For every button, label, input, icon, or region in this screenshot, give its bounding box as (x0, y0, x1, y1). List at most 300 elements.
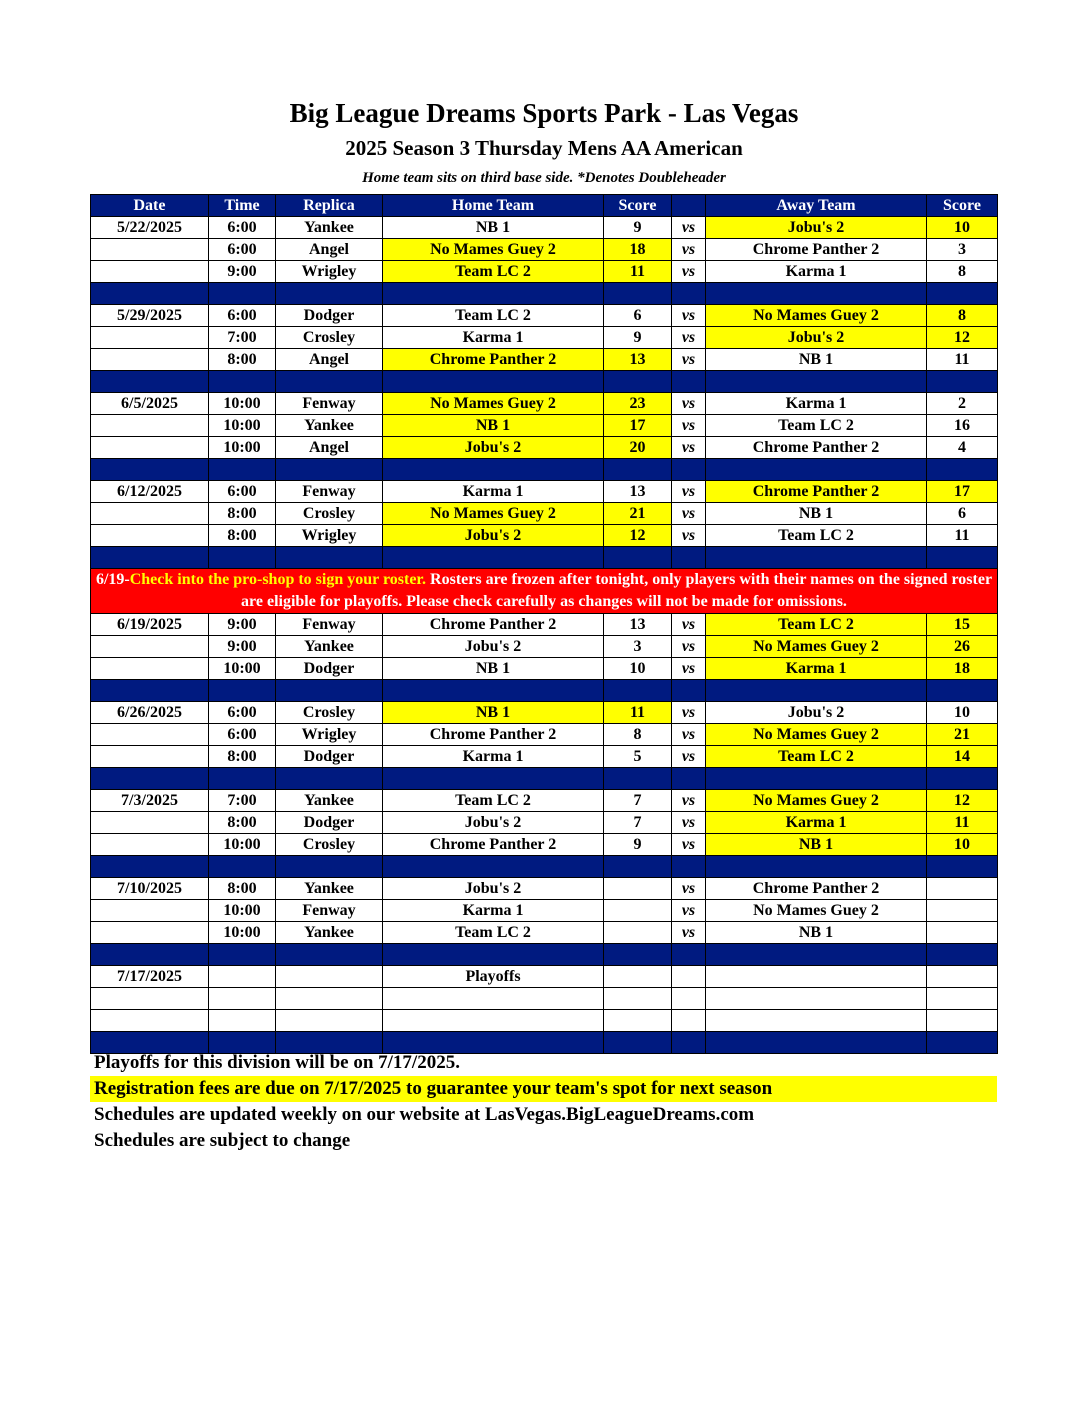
game-row (91, 790, 998, 812)
away-team-cell: Karma 1 (706, 812, 927, 834)
game-row (91, 636, 998, 658)
time-cell: 8:00 (209, 878, 276, 900)
separator-cell (706, 283, 927, 305)
replica-cell (276, 1010, 383, 1032)
separator-cell (383, 856, 604, 878)
game-row (91, 922, 998, 944)
separator-cell (927, 283, 998, 305)
home-team-cell: Jobu's 2 (383, 636, 604, 658)
away-team-cell: No Mames Guey 2 (706, 900, 927, 922)
separator-cell (706, 680, 927, 702)
header-replica: Replica (276, 195, 383, 217)
game-row (91, 966, 998, 988)
time-cell: 10:00 (209, 658, 276, 680)
header-home-team: Home Team (383, 195, 604, 217)
home-score-cell: 6 (604, 305, 672, 327)
date-cell (91, 239, 209, 261)
time-cell: 8:00 (209, 503, 276, 525)
vs-cell (672, 1010, 706, 1032)
away-team-cell: Team LC 2 (706, 415, 927, 437)
separator-cell (706, 768, 927, 790)
separator-cell (91, 944, 209, 966)
home-team-cell (383, 988, 604, 1010)
date-cell (91, 724, 209, 746)
away-score-cell: 10 (927, 834, 998, 856)
time-cell: 8:00 (209, 525, 276, 547)
away-team-cell: Chrome Panther 2 (706, 239, 927, 261)
separator-row (91, 547, 998, 569)
separator-cell (276, 459, 383, 481)
home-score-cell: 5 (604, 746, 672, 768)
date-cell (91, 327, 209, 349)
away-team-cell (706, 988, 927, 1010)
replica-cell: Dodger (276, 812, 383, 834)
separator-cell (672, 680, 706, 702)
date-cell: 7/3/2025 (91, 790, 209, 812)
replica-cell: Dodger (276, 305, 383, 327)
vs-cell (672, 988, 706, 1010)
separator-cell (604, 547, 672, 569)
home-team-cell: Team LC 2 (383, 790, 604, 812)
separator-cell (91, 547, 209, 569)
separator-cell (91, 680, 209, 702)
header-away-score: Score (927, 195, 998, 217)
vs-cell: vs (672, 790, 706, 812)
replica-cell: Angel (276, 239, 383, 261)
away-team-cell: Jobu's 2 (706, 327, 927, 349)
vs-cell: vs (672, 503, 706, 525)
separator-cell (672, 283, 706, 305)
separator-cell (383, 371, 604, 393)
home-team-cell: Team LC 2 (383, 261, 604, 283)
time-cell: 6:00 (209, 305, 276, 327)
separator-cell (927, 371, 998, 393)
separator-cell (209, 283, 276, 305)
vs-cell: vs (672, 217, 706, 239)
date-cell (91, 415, 209, 437)
away-score-cell (927, 988, 998, 1010)
header-away-team: Away Team (706, 195, 927, 217)
game-row (91, 878, 998, 900)
time-cell: 10:00 (209, 922, 276, 944)
game-row (91, 812, 998, 834)
home-score-cell: 11 (604, 261, 672, 283)
page-subtitle: 2025 Season 3 Thursday Mens AA American (345, 136, 743, 160)
home-score-cell: 9 (604, 327, 672, 349)
home-team-cell: Jobu's 2 (383, 812, 604, 834)
home-team-cell: NB 1 (383, 217, 604, 239)
date-cell (91, 437, 209, 459)
separator-cell (383, 680, 604, 702)
separator-cell (91, 459, 209, 481)
separator-cell (672, 547, 706, 569)
home-score-cell: 7 (604, 790, 672, 812)
away-team-cell: Team LC 2 (706, 746, 927, 768)
replica-cell: Angel (276, 437, 383, 459)
separator-cell (927, 944, 998, 966)
separator-cell (706, 547, 927, 569)
separator-cell (672, 371, 706, 393)
time-cell: 10:00 (209, 393, 276, 415)
home-team-cell: NB 1 (383, 702, 604, 724)
home-team-cell: Chrome Panther 2 (383, 614, 604, 636)
separator-cell (209, 459, 276, 481)
separator-cell (604, 459, 672, 481)
separator-cell (672, 856, 706, 878)
home-team-cell: Chrome Panther 2 (383, 834, 604, 856)
replica-cell (276, 966, 383, 988)
vs-cell: vs (672, 525, 706, 547)
footer-change: Schedules are subject to change (94, 1130, 351, 1151)
game-row (91, 702, 998, 724)
notice-rest: Rosters are frozen after tonight, only players with their names on the signed roster are eligible for playoffs. Please check carefully as changes will not be made for omissions. (241, 571, 993, 610)
home-score-cell (604, 922, 672, 944)
home-team-cell: Playoffs (383, 966, 604, 988)
time-cell: 6:00 (209, 724, 276, 746)
away-team-cell: NB 1 (706, 349, 927, 371)
game-row (91, 327, 998, 349)
home-team-cell: Karma 1 (383, 900, 604, 922)
time-cell: 8:00 (209, 812, 276, 834)
game-row (91, 239, 998, 261)
separator-cell (706, 856, 927, 878)
away-score-cell: 11 (927, 812, 998, 834)
time-cell: 10:00 (209, 900, 276, 922)
separator-cell (927, 768, 998, 790)
separator-cell (383, 944, 604, 966)
game-row (91, 746, 998, 768)
away-score-cell: 4 (927, 437, 998, 459)
home-score-cell: 7 (604, 812, 672, 834)
away-team-cell: Team LC 2 (706, 525, 927, 547)
vs-cell: vs (672, 658, 706, 680)
time-cell: 7:00 (209, 327, 276, 349)
separator-cell (209, 680, 276, 702)
away-score-cell: 10 (927, 702, 998, 724)
footer-website: Schedules are updated weekly on our website at LasVegas.BigLeagueDreams.com (94, 1104, 755, 1125)
separator-cell (604, 856, 672, 878)
away-team-cell: Chrome Panther 2 (706, 878, 927, 900)
away-score-cell: 2 (927, 393, 998, 415)
replica-cell: Dodger (276, 658, 383, 680)
home-team-cell: Karma 1 (383, 746, 604, 768)
game-row (91, 988, 998, 1010)
separator-cell (604, 944, 672, 966)
away-score-cell: 17 (927, 481, 998, 503)
away-score-cell: 12 (927, 790, 998, 812)
date-cell: 6/5/2025 (91, 393, 209, 415)
separator-cell (672, 459, 706, 481)
time-cell: 9:00 (209, 636, 276, 658)
separator-cell (276, 283, 383, 305)
away-score-cell: 11 (927, 525, 998, 547)
home-score-cell: 9 (604, 217, 672, 239)
date-cell: 6/12/2025 (91, 481, 209, 503)
game-row (91, 261, 998, 283)
date-cell (91, 261, 209, 283)
separator-cell (276, 768, 383, 790)
game-row (91, 658, 998, 680)
away-team-cell: NB 1 (706, 834, 927, 856)
replica-cell: Wrigley (276, 525, 383, 547)
vs-cell: vs (672, 239, 706, 261)
separator-row (91, 371, 998, 393)
home-team-cell: Jobu's 2 (383, 878, 604, 900)
away-score-cell: 21 (927, 724, 998, 746)
home-score-cell: 13 (604, 614, 672, 636)
replica-cell: Fenway (276, 614, 383, 636)
home-score-cell: 10 (604, 658, 672, 680)
date-cell (91, 746, 209, 768)
game-row (91, 834, 998, 856)
home-score-cell: 18 (604, 239, 672, 261)
away-score-cell (927, 878, 998, 900)
time-cell: 6:00 (209, 239, 276, 261)
away-team-cell: Chrome Panther 2 (706, 481, 927, 503)
game-row (91, 349, 998, 371)
game-row (91, 415, 998, 437)
date-cell (91, 658, 209, 680)
away-team-cell: Team LC 2 (706, 614, 927, 636)
separator-cell (91, 371, 209, 393)
home-team-cell: Karma 1 (383, 481, 604, 503)
separator-cell (927, 856, 998, 878)
separator-cell (209, 768, 276, 790)
home-team-cell: NB 1 (383, 658, 604, 680)
home-team-cell (383, 1010, 604, 1032)
notice-highlight: Check into the pro-shop to sign your roster. (129, 571, 427, 588)
away-team-cell: NB 1 (706, 503, 927, 525)
game-row (91, 724, 998, 746)
date-cell (91, 349, 209, 371)
vs-cell: vs (672, 834, 706, 856)
separator-cell (706, 371, 927, 393)
away-score-cell: 11 (927, 349, 998, 371)
vs-cell: vs (672, 614, 706, 636)
separator-cell (672, 944, 706, 966)
separator-row (91, 283, 998, 305)
away-score-cell: 8 (927, 261, 998, 283)
header-home-score: Score (604, 195, 672, 217)
replica-cell: Yankee (276, 636, 383, 658)
home-team-cell: Karma 1 (383, 327, 604, 349)
game-row (91, 614, 998, 636)
replica-cell: Yankee (276, 217, 383, 239)
date-cell (91, 988, 209, 1010)
date-cell (91, 503, 209, 525)
away-team-cell: Chrome Panther 2 (706, 437, 927, 459)
game-row (91, 900, 998, 922)
date-cell: 6/26/2025 (91, 702, 209, 724)
away-team-cell: NB 1 (706, 922, 927, 944)
away-team-cell (706, 966, 927, 988)
roster-notice-row (91, 569, 998, 614)
replica-cell: Fenway (276, 393, 383, 415)
replica-cell: Angel (276, 349, 383, 371)
time-cell: 10:00 (209, 415, 276, 437)
away-team-cell: No Mames Guey 2 (706, 790, 927, 812)
away-team-cell: Karma 1 (706, 393, 927, 415)
away-score-cell: 12 (927, 327, 998, 349)
game-row (91, 217, 998, 239)
away-score-cell: 8 (927, 305, 998, 327)
vs-cell: vs (672, 415, 706, 437)
replica-cell: Fenway (276, 900, 383, 922)
away-score-cell: 18 (927, 658, 998, 680)
vs-cell: vs (672, 261, 706, 283)
home-score-cell: 20 (604, 437, 672, 459)
separator-cell (276, 944, 383, 966)
game-row (91, 305, 998, 327)
vs-cell: vs (672, 746, 706, 768)
separator-cell (706, 459, 927, 481)
time-cell (209, 988, 276, 1010)
replica-cell: Yankee (276, 922, 383, 944)
vs-cell: vs (672, 327, 706, 349)
home-team-cell: Jobu's 2 (383, 525, 604, 547)
home-score-cell: 8 (604, 724, 672, 746)
home-team-cell: NB 1 (383, 415, 604, 437)
home-score-cell (604, 1010, 672, 1032)
date-cell: 7/17/2025 (91, 966, 209, 988)
separator-cell (91, 768, 209, 790)
replica-cell: Wrigley (276, 261, 383, 283)
date-cell (91, 900, 209, 922)
time-cell: 8:00 (209, 746, 276, 768)
separator-cell (209, 547, 276, 569)
vs-cell: vs (672, 922, 706, 944)
away-team-cell: No Mames Guey 2 (706, 636, 927, 658)
vs-cell: vs (672, 900, 706, 922)
away-team-cell: Karma 1 (706, 658, 927, 680)
separator-cell (383, 768, 604, 790)
away-score-cell: 6 (927, 503, 998, 525)
vs-cell: vs (672, 878, 706, 900)
vs-cell: vs (672, 437, 706, 459)
date-cell: 7/10/2025 (91, 878, 209, 900)
schedule-table (90, 194, 998, 1054)
away-score-cell (927, 900, 998, 922)
separator-cell (276, 856, 383, 878)
separator-cell (604, 680, 672, 702)
vs-cell: vs (672, 702, 706, 724)
away-score-cell (927, 922, 998, 944)
header-time: Time (209, 195, 276, 217)
time-cell: 6:00 (209, 702, 276, 724)
separator-cell (209, 856, 276, 878)
time-cell: 8:00 (209, 349, 276, 371)
game-row (91, 1010, 998, 1032)
date-cell: 5/22/2025 (91, 217, 209, 239)
away-team-cell: Jobu's 2 (706, 217, 927, 239)
replica-cell: Crosley (276, 327, 383, 349)
game-row (91, 481, 998, 503)
separator-cell (383, 459, 604, 481)
home-score-cell: 13 (604, 349, 672, 371)
home-team-cell: Team LC 2 (383, 922, 604, 944)
separator-cell (383, 547, 604, 569)
roster-notice (91, 569, 998, 614)
away-score-cell: 15 (927, 614, 998, 636)
home-score-cell: 9 (604, 834, 672, 856)
home-score-cell: 11 (604, 702, 672, 724)
replica-cell: Fenway (276, 481, 383, 503)
separator-cell (604, 371, 672, 393)
separator-cell (276, 371, 383, 393)
date-cell: 5/29/2025 (91, 305, 209, 327)
home-team-note: Home team sits on third base side. *Denotes Doubleheader (362, 170, 726, 186)
time-cell: 7:00 (209, 790, 276, 812)
date-cell (91, 812, 209, 834)
date-cell (91, 525, 209, 547)
separator-cell (604, 768, 672, 790)
home-score-cell: 13 (604, 481, 672, 503)
separator-cell (927, 680, 998, 702)
away-score-cell: 14 (927, 746, 998, 768)
home-score-cell (604, 900, 672, 922)
home-score-cell (604, 878, 672, 900)
away-team-cell: No Mames Guey 2 (706, 724, 927, 746)
home-score-cell: 12 (604, 525, 672, 547)
separator-cell (927, 547, 998, 569)
replica-cell: Yankee (276, 878, 383, 900)
home-score-cell: 17 (604, 415, 672, 437)
separator-row (91, 768, 998, 790)
home-team-cell: No Mames Guey 2 (383, 503, 604, 525)
game-row (91, 503, 998, 525)
vs-cell: vs (672, 481, 706, 503)
home-team-cell: No Mames Guey 2 (383, 239, 604, 261)
home-score-cell: 23 (604, 393, 672, 415)
separator-cell (383, 283, 604, 305)
separator-row (91, 459, 998, 481)
vs-cell: vs (672, 393, 706, 415)
vs-cell: vs (672, 724, 706, 746)
date-cell (91, 636, 209, 658)
away-team-cell: Karma 1 (706, 261, 927, 283)
time-cell: 10:00 (209, 834, 276, 856)
time-cell: 6:00 (209, 481, 276, 503)
replica-cell: Crosley (276, 503, 383, 525)
home-score-cell: 21 (604, 503, 672, 525)
away-score-cell: 3 (927, 239, 998, 261)
away-score-cell: 10 (927, 217, 998, 239)
header-date: Date (91, 195, 209, 217)
vs-cell: vs (672, 349, 706, 371)
home-team-cell: Team LC 2 (383, 305, 604, 327)
replica-cell: Wrigley (276, 724, 383, 746)
home-team-cell: Jobu's 2 (383, 437, 604, 459)
home-team-cell: Chrome Panther 2 (383, 724, 604, 746)
schedule-body (91, 217, 998, 1054)
date-cell (91, 834, 209, 856)
replica-cell: Crosley (276, 702, 383, 724)
page-title: Big League Dreams Sports Park - Las Vegas (289, 98, 799, 128)
time-cell: 6:00 (209, 217, 276, 239)
home-score-cell: 3 (604, 636, 672, 658)
time-cell: 10:00 (209, 437, 276, 459)
separator-row (91, 680, 998, 702)
separator-cell (276, 680, 383, 702)
date-cell: 6/19/2025 (91, 614, 209, 636)
away-score-cell (927, 966, 998, 988)
separator-cell (209, 944, 276, 966)
game-row (91, 525, 998, 547)
separator-cell (604, 283, 672, 305)
home-score-cell (604, 988, 672, 1010)
away-team-cell: Jobu's 2 (706, 702, 927, 724)
header-row (91, 195, 998, 217)
